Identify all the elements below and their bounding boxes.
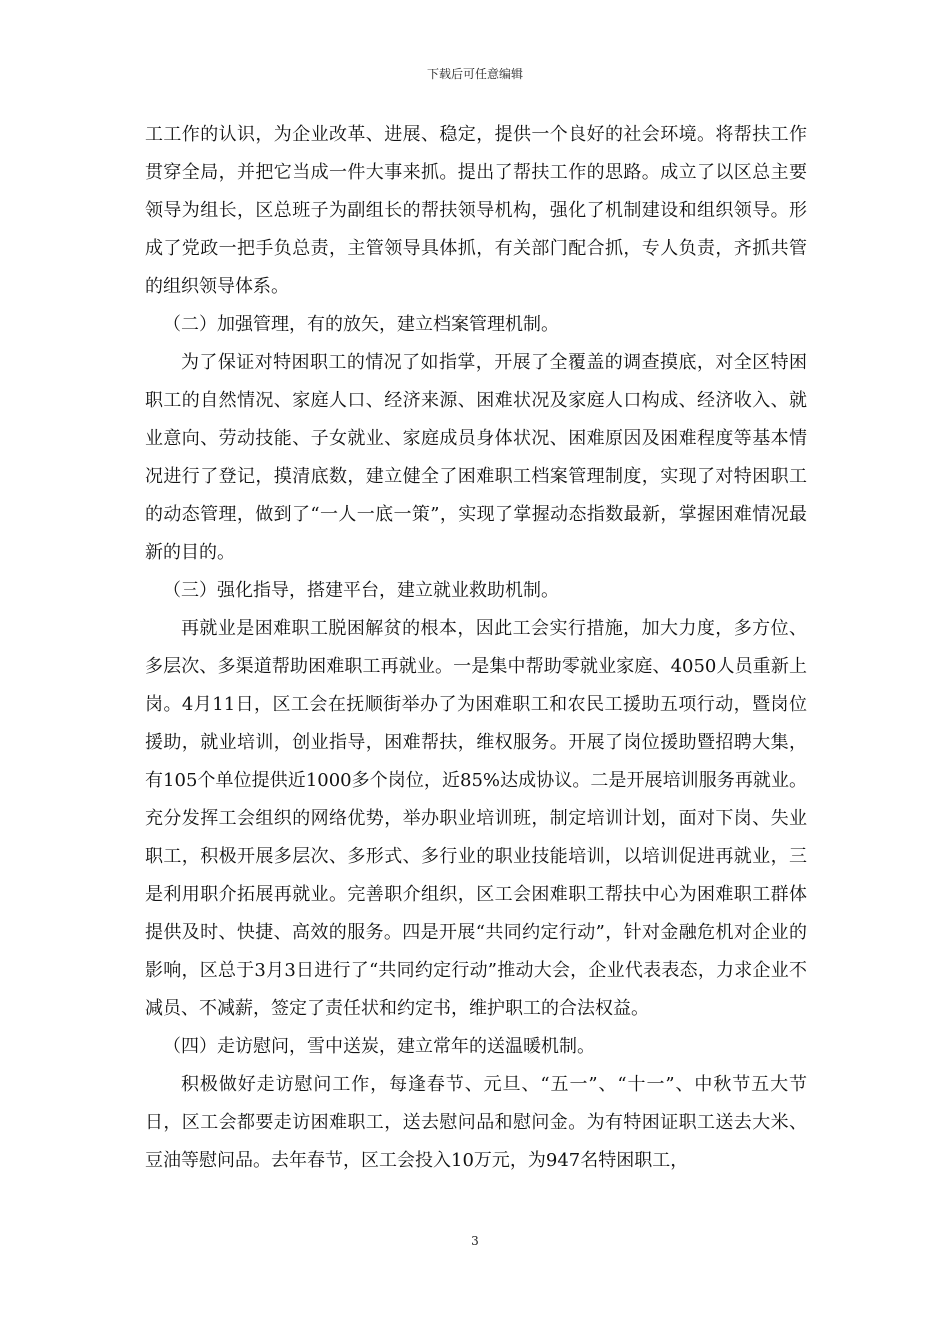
page-header: 下载后可任意编辑 [426,67,523,81]
paragraph-visits: 积极做好走访慰问工作，每逢春节、元旦、“五一”、“十一”、中秋节五大节日，区工会都要走访困难职工，送去慰问品和慰问金。为有特困证职工送去大米、豆油等慰问品。去年春节，区工会投入10万元，为947名特困职工， [145,1074,807,1171]
section-heading-2: （二）加强管理，有的放矢，建立档案管理机制。 [163,314,559,335]
paragraph-archive-management: 为了保证对特困职工的情况了如指掌，开展了全覆盖的调查摸底，对全区特困职工的自然情况、家庭人口、经济来源、困难状况及家庭人口构成、经济收入、就业意向、劳动技能、子女就业、家庭成员身体状况、困难原因及困难程度等基本情况进行了登记，摸清底数，建立健全了困难职工档案管理制度，实现了对特困职工的动态管理，做到了“一人一底一策”，实现了掌握动态指数最新，掌握困难情况最新的目的。 [145,352,807,563]
section-heading-3: （三）强化指导，搭建平台，建立就业救助机制。 [163,580,559,601]
paragraph-continuation: 工工作的认识，为企业改革、进展、稳定，提供一个良好的社会环境。将帮扶工作贯穿全局，并把它当成一件大事来抓。提出了帮扶工作的思路。成立了以区总主要领导为组长，区总班子为副组长的帮扶领导机构，强化了机制建设和组织领导。形成了党政一把手负总责，主管领导具体抓，有关部门配合抓，专人负责，齐抓共管的组织领导体系。 [145,124,807,297]
section-heading-4: （四）走访慰问，雪中送炭，建立常年的送温暖机制。 [163,1036,595,1057]
page-number: 3 [471,1234,479,1248]
paragraph-employment-assistance: 再就业是困难职工脱困解贫的根本，因此工会实行措施，加大力度，多方位、多层次、多渠道帮助困难职工再就业。一是集中帮助零就业家庭、4050人员重新上岗。4月11日，区工会在抚顺街举办了为困难职工和农民工援助五项行动，暨岗位援助，就业培训，创业指导，困难帮扶，维权服务。开展了岗位援助暨招聘大集，有105个单位提供近1000多个岗位，近85%达成协议。二是开展培训服务再就业。充分发挥工会组织的网络优势，举办职业培训班，制定培训计划，面对下岗、失业职工，积极开展多层次、多形式、多行业的职业技能培训，以培训促进再就业，三是利用职介拓展再就业。完善职介组织，区工会困难职工帮扶中心为困难职工群体提供及时、快捷、高效的服务。四是开展“共同约定行动”，针对金融危机对企业的影响，区总于3月3日进行了“共同约定行动”推动大会，企业代表表态，力求企业不减员、不减薪，签定了责任状和约定书，维护职工的合法权益。 [145,618,807,1019]
document-body [145,116,807,1180]
